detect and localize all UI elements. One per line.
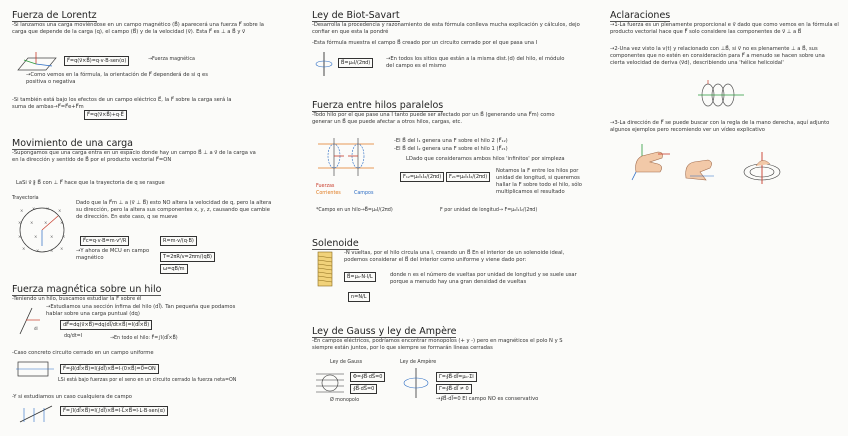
lorentz-formula-1: F⃗=q(v⃗×B⃗)=q·v·B·sen(α) <box>64 56 129 66</box>
column-right <box>600 0 848 436</box>
solenoid-diagram <box>316 250 336 288</box>
biot-paragraph-2: -Esta fórmula muestra el campo B⃗ creado por un circuito cerrado por el que pasa una I <box>312 40 538 46</box>
paralelos-paragraph-1: -Todo hilo por el que pase una I tanto puede ser afectado por un B⃗ (generando una F⃗m) como generar un B⃗ que puede afectar a otros hilos, cargas, etc. <box>312 112 555 125</box>
aclaraciones-item-1: →1-La fuerza es un plenamente proporcional e v⃗ dado que como vemos en la fórmula el producto vectorial hace que F⃗ solo considere las componentes de v⃗ ⊥ a B⃗ <box>610 22 839 35</box>
hilo-paragraph-1: -Teniendo un hilo, buscamos estudiar la F⃗ sobre él <box>12 296 142 302</box>
movimiento-paragraph-4: →Y ahora de MCU en campo magnético <box>76 248 150 261</box>
gauss-paragraph-1: -En campos eléctricos, podríamos encontrar monopolos (+ y -) pero en magnéticos el polo N y S siempre están juntos, por lo que siempre se formarán líneas cerradas <box>312 338 563 351</box>
right-hand-rule-diagram-2 <box>680 150 720 186</box>
hilo-note-1: dq/dt=I <box>64 334 83 339</box>
svg-text:×: × <box>46 206 50 211</box>
movimiento-formula-note: R=m·v/(q·B) <box>160 236 197 246</box>
column-left <box>0 0 290 436</box>
legend-forces: Fuerzas <box>316 184 335 189</box>
paralelos-formula-2: F₂₁=μ₀I₁I₂/(2πd) <box>446 172 490 182</box>
solenoide-paragraph-2: donde n es el número de vueltas por unidad de longitud y se suele usar porque a menudo hay una gran densidad de vueltas <box>390 272 577 285</box>
solenoide-formula: B⃗=μ₀·N·I/L <box>344 272 376 282</box>
hilo-note-2: →En todo el hilo: F⃗=∫I(dl⃗×B⃗) <box>110 336 178 341</box>
heading-lorentz: Fuerza de Lorentz <box>12 10 97 21</box>
ampere-loop-diagram <box>400 368 434 398</box>
svg-text:×: × <box>36 248 40 253</box>
lorentz-vector-diagram <box>16 52 60 74</box>
svg-text:×: × <box>18 220 22 225</box>
movimiento-formula: F⃗c=q·v·B=m·v²/R <box>80 236 129 246</box>
lorentz-paragraph-3: -Si también está bajo los efectos de un campo eléctrico E⃗, la F⃗ sobre la carga será la suma de ambas→F⃗=F⃗e+F⃗m <box>12 97 232 110</box>
hilo-paragraph-4: -Y si estudiamos un caso cualquiera de campo <box>12 394 132 400</box>
trajectory-label: Trayectoria <box>12 196 39 201</box>
svg-text:×: × <box>62 234 66 239</box>
gauss-formula-closed: ∮B⃗·dS⃗=0 <box>350 384 377 394</box>
svg-text:×: × <box>22 246 26 251</box>
paralelos-formula-4: F por unidad de longitud→ F=μ₀I₁I₂/(2πd) <box>440 208 538 213</box>
heading-movimiento: Movimiento de una carga <box>12 138 133 149</box>
svg-text:×: × <box>32 206 36 211</box>
ampere-formula-2: Γ=∮B⃗·dl⃗ ≠ 0 <box>436 384 472 394</box>
paralelos-line-1: -El B⃗ del I₁ genera una F sobre el hilo 2 (F⃗₁₂) <box>394 138 508 144</box>
movimiento-formula-period: T=2πR/v=2πm/(qB) <box>160 252 215 262</box>
closed-circuit-diagram <box>16 360 56 380</box>
legend-currents: Corrientes <box>316 191 341 196</box>
paralelos-line-2: -El B⃗ del I₂ genera una F sobre el hilo 1 (F⃗₂₁) <box>394 146 508 152</box>
solenoide-paragraph-1: -N vueltas, por el hilo circula una I, creando un B⃗ En el interior de un solenoide ideal, podemos considerar el B⃗ del interior como uniforme y viene dado por: <box>344 250 565 263</box>
hilo-note-3: LSi está bajo fuerzas por el seno en un circuito cerrado la fuerza neta=ON <box>58 378 237 383</box>
lorentz-formula-1-note: →Fuerza magnética <box>148 57 195 62</box>
paralelos-note: Notamos la F entre los hilos por unidad de longitud, si queremos hallar la F sobre todo el hilo, sólo multiplicamos el resultado <box>496 168 582 195</box>
biot-paragraph-1: -Desarrolla la procedencia y razonamiento de esta fórmula conlleva mucha explicación y cálculos, dejo confiar en que esta la pondré <box>312 22 580 35</box>
hilo-formula-2: F⃗=∮I(dl⃗×B⃗)=I(∮dl⃗)×B⃗=I·(0×B⃗)=0⃗=ON <box>60 364 159 374</box>
biot-wire-diagram <box>314 52 336 76</box>
svg-text:×: × <box>58 208 62 213</box>
svg-text:×: × <box>30 220 34 225</box>
movimiento-paragraph-1: -Supongamos que una carga entra en un espacio donde hay un campo B⃗ ⊥ a v⃗ de la carga va en la dirección y sentido de B⃗ por el producto vectorial F⃗=ON <box>12 150 256 163</box>
hilo-formula-1: dF⃗=dq(v⃗×B⃗)=dq(dl⃗/dt×B⃗)=I(dl⃗×B⃗) <box>60 320 152 330</box>
heading-hilo: Fuerza magnética sobre un hilo <box>12 284 162 295</box>
ampere-label: Ley de Ampère <box>400 360 437 365</box>
svg-text:×: × <box>44 220 48 225</box>
monopole-label: Ø monopolo <box>330 398 360 403</box>
paralelos-line-3: LDado que consideramos ambos hilos 'infinitos' por simpleza <box>406 156 565 162</box>
svg-text:×: × <box>60 220 64 225</box>
svg-text:×: × <box>60 246 64 251</box>
heading-aclaraciones: Aclaraciones <box>610 10 671 21</box>
helix-trajectory-diagram <box>698 80 748 110</box>
right-hand-rule-diagram-1 <box>628 142 672 182</box>
heading-biot-savart: Ley de Biot-Savart <box>312 10 400 21</box>
ampere-formula-1: Γ=∮B⃗·dl⃗=μ₀·ΣI <box>436 372 477 382</box>
lorentz-paragraph-1: -Si lanzamos una carga moviéndose en un campo magnético (B⃗) aparecerá una fuerza F⃗ sobre la carga que depende de la carga (q), el campo (B⃗) y de la velocidad (v⃗). Esta F⃗ es ⊥ a B⃗ y v⃗ <box>12 22 264 35</box>
field-around-wire-diagram <box>740 152 786 186</box>
svg-text:×: × <box>34 234 38 239</box>
legend-fields: Campos <box>354 191 374 196</box>
paralelos-formula-1: F₁₂=μ₀I₁I₂/(2πd) <box>400 172 444 182</box>
heading-hilos-paralelos: Fuerza entre hilos paralelos <box>312 100 444 111</box>
aclaraciones-item-2: →2-Una vez visto la v(t) y relacionado con ⊥B⃗, si v⃗ no es plenamente ⊥ a B⃗, sus componentes que no estén en consideración para F⃗ a menudo se hacen sobre una cierta velocidad de deriva (v⃗d), describiendo una 'hélice helicoidal' <box>610 46 825 66</box>
parallel-wires-diagram <box>314 134 386 182</box>
hilo-paragraph-2: →Estudiamos una sección ínfima del hilo (dl⃗). Tan pequeña que podamos hablar sobre una carga puntual (dq) <box>46 304 236 317</box>
lorentz-formula-2: F⃗=q(v⃗×B⃗)+q·E⃗ <box>84 110 127 120</box>
biot-note: →En todos los sitios que están a la misma dist.(d) del hilo, el módulo del campo es el mismo <box>386 56 565 69</box>
wire-segment-diagram <box>14 306 44 336</box>
gauss-label: Ley de Gauss <box>330 360 363 365</box>
ampere-note: →∮B⃗·dl⃗=0 El campo NO es conservativo <box>436 396 539 402</box>
movimiento-paragraph-3: Dado que la F⃗m ⊥ a (v⃗ ⊥ B⃗) esto NO altera la velocidad de q, pero la altera su dirección, pero la altera sus componentes x, y, z, causando que cambie de dirección. En este caso, q se mueve <box>76 200 272 220</box>
column-middle <box>300 0 590 436</box>
heading-gauss-ampere: Ley de Gauss y ley de Ampère <box>312 326 457 337</box>
svg-text:dl: dl <box>34 326 38 331</box>
movimiento-paragraph-2: LaSi v⃗ ∦ B⃗ con ⊥ F⃗ hace que la trayectoria de q se rasgue <box>16 180 165 186</box>
gauss-formula-flux: Φ=∮B⃗·dS⃗=0 <box>350 372 385 382</box>
gauss-field-lines-diagram <box>314 368 348 398</box>
circular-trajectory-diagram <box>14 202 70 258</box>
hilo-paragraph-3: -Caso concreto circuito cerrado en un campo uniforme <box>12 350 154 356</box>
biot-formula: B⃗=μ₀I/(2πd) <box>338 58 373 68</box>
solenoide-formula-n: n=N/L <box>348 292 370 302</box>
aclaraciones-item-3: →3-La dirección de F⃗ se puede buscar con la regla de la mano derecha, aquí adjunto algunos ejemplos pero recomiendo ver un vídeo explicativo <box>610 120 830 133</box>
heading-solenoide: Solenoide <box>312 238 359 249</box>
movimiento-formula-omega: ω=qB/m <box>160 264 188 274</box>
wire-field-diagram <box>16 402 56 424</box>
lorentz-paragraph-2: →Como vemos en la fórmula, la orientación de F⃗ dependerá de si q es positiva o negativa <box>26 72 208 85</box>
svg-text:×: × <box>18 234 22 239</box>
svg-text:×: × <box>50 234 54 239</box>
svg-text:×: × <box>20 208 24 213</box>
paralelos-formula-3: *Campo en un hilo→B⃗=μ₀I/(2πd) <box>316 208 393 213</box>
hilo-formula-3: F⃗=∫I(dl⃗×B⃗)=I(∫dl⃗)×B⃗=I·L⃗×B⃗=I·L·B·sen(α) <box>60 406 168 416</box>
svg-text:×: × <box>50 248 54 253</box>
